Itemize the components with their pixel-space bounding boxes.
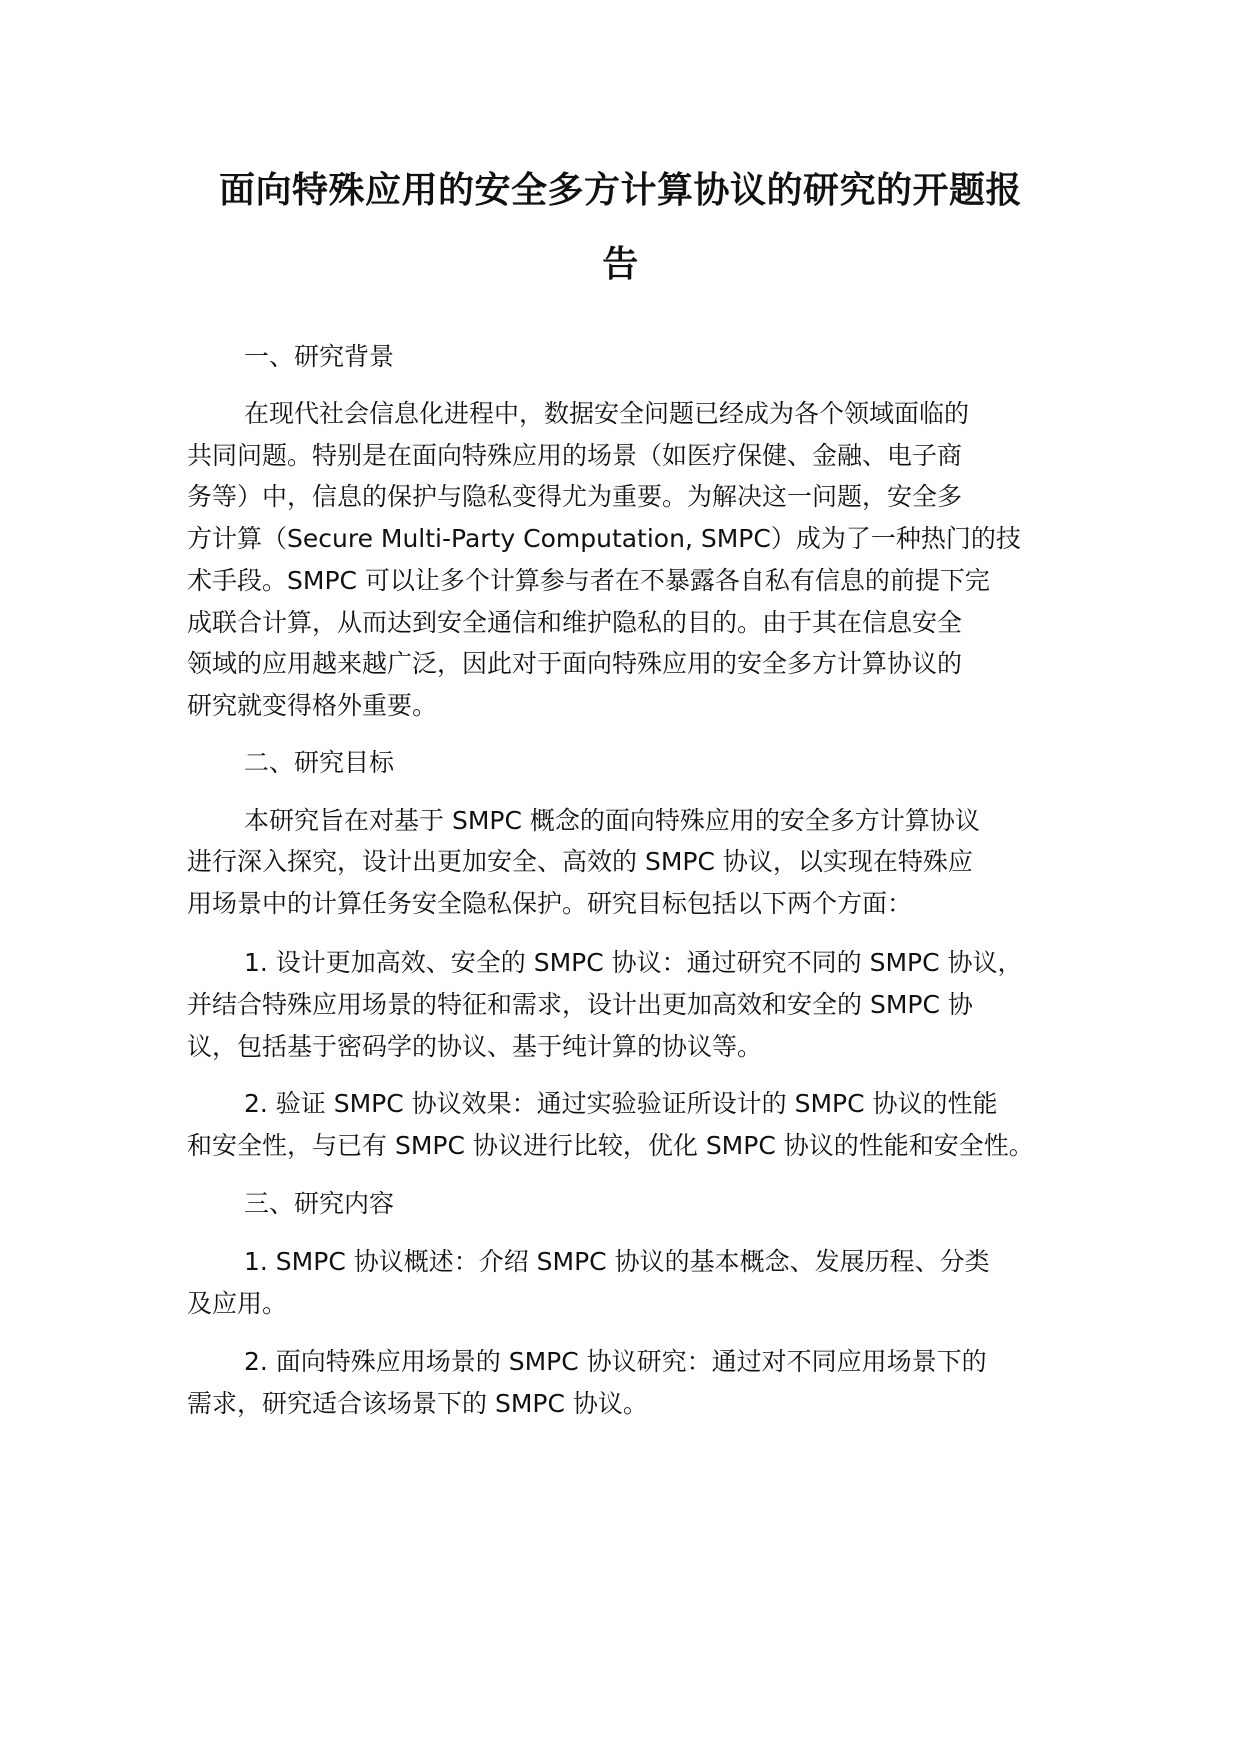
list-item-line: 1. 设计更加高效、安全的 SMPC 协议：通过研究不同的 SMPC 协议， [244, 948, 1023, 977]
list-item-line: 1. SMPC 协议概述：介绍 SMPC 协议的基本概念、发展历程、分类 [244, 1247, 990, 1276]
paragraph-line: 本研究旨在对基于 SMPC 概念的面向特殊应用的安全多方计算协议 [244, 806, 980, 835]
paragraph-line: 用场景中的计算任务安全隐私保护。研究目标包括以下两个方面： [187, 889, 913, 918]
list-item-line: 2. 验证 SMPC 协议效果：通过实验验证所设计的 SMPC 协议的性能 [244, 1089, 998, 1118]
document-title-line-1: 面向特殊应用的安全多方计算协议的研究的开题报 [218, 170, 1022, 211]
list-item-line: 及应用。 [187, 1289, 288, 1318]
list-item-line: 并结合特殊应用场景的特征和需求，设计出更加高效和安全的 SMPC 协 [187, 990, 973, 1019]
list-item-line: 和安全性，与已有 SMPC 协议进行比较，优化 SMPC 协议的性能和安全性。 [187, 1131, 1034, 1160]
paragraph-line: 方计算（Secure Multi-Party Computation, SMPC）成为了一种热门的技 [187, 524, 1021, 553]
paragraph-line: 成联合计算，从而达到安全通信和维护隐私的目的。由于其在信息安全 [187, 608, 963, 637]
paragraph-line: 进行深入探究，设计出更加安全、高效的 SMPC 协议，以实现在特殊应 [187, 847, 973, 876]
section-heading-background: 一、研究背景 [244, 342, 395, 371]
section-heading-content: 三、研究内容 [244, 1189, 395, 1218]
list-item-line: 需求，研究适合该场景下的 SMPC 协议。 [187, 1389, 648, 1418]
section-heading-objectives: 二、研究目标 [244, 748, 395, 777]
paragraph-line: 术手段。SMPC 可以让多个计算参与者在不暴露各自私有信息的前提下完 [187, 566, 990, 595]
list-item-line: 2. 面向特殊应用场景的 SMPC 协议研究：通过对不同应用场景下的 [244, 1347, 987, 1376]
paragraph-line: 领域的应用越来越广泛，因此对于面向特殊应用的安全多方计算协议的 [187, 649, 963, 678]
list-item-line: 议，包括基于密码学的协议、基于纯计算的协议等。 [187, 1032, 763, 1061]
document-title-line-2: 告 [602, 244, 639, 285]
paragraph-line: 在现代社会信息化进程中，数据安全问题已经成为各个领域面临的 [244, 399, 970, 428]
paragraph-line: 研究就变得格外重要。 [187, 691, 438, 720]
paragraph-line: 共同问题。特别是在面向特殊应用的场景（如医疗保健、金融、电子商 [187, 441, 963, 470]
paragraph-line: 务等）中，信息的保护与隐私变得尤为重要。为解决这一问题，安全多 [187, 482, 963, 511]
